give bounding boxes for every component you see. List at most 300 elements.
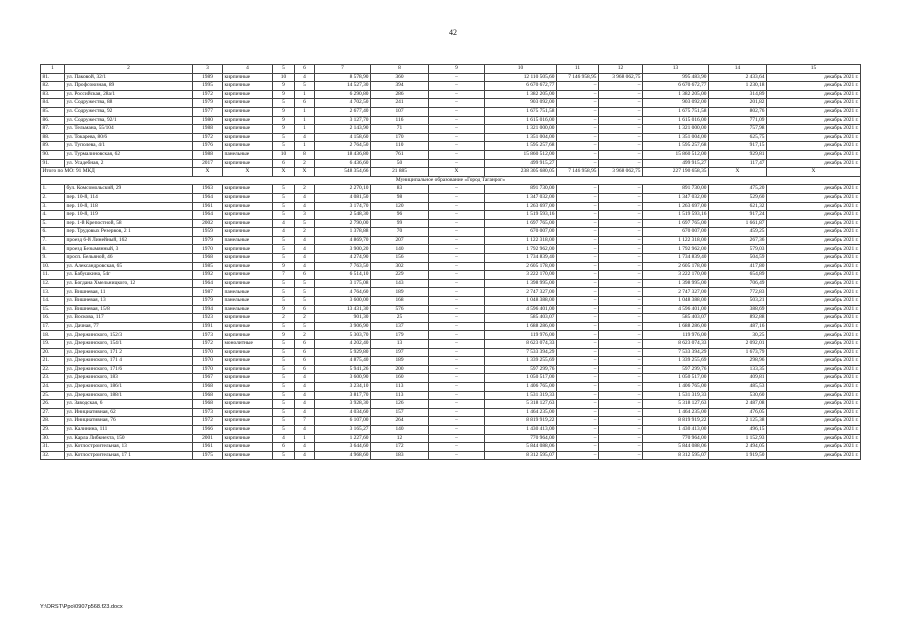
table-cell: –	[599, 202, 643, 211]
table-cell: 207	[371, 236, 429, 245]
table-cell: –	[557, 202, 599, 211]
table-cell: кирпичные	[223, 254, 273, 263]
table-cell: 4	[295, 193, 315, 202]
table-cell: 2	[295, 185, 315, 194]
table-cell: 1 227,60	[315, 434, 371, 443]
table-cell: –	[557, 211, 599, 220]
table-cell: 98	[371, 193, 429, 202]
table-cell: 2 747 327,00	[643, 288, 709, 297]
table-cell: –	[557, 297, 599, 306]
table-cell: кирпичные	[223, 391, 273, 400]
table-cell: ул. Заводская, 6	[65, 400, 193, 409]
table-cell: 7 146 958,95	[557, 73, 599, 82]
table-cell: 1994	[193, 305, 223, 314]
table-cell: 1 122 318,00	[643, 236, 709, 245]
table-cell: 5	[295, 297, 315, 306]
table-cell: 116	[371, 116, 429, 125]
table-cell: –	[599, 340, 643, 349]
table-cell: 3 222 170,00	[643, 271, 709, 280]
table-cell: 1 688 286,00	[485, 322, 557, 331]
table-cell: 4 968,60	[315, 451, 371, 460]
table-cell: 6 107,00	[315, 417, 371, 426]
table-cell: просп. Бельяной, 46	[65, 254, 193, 263]
total-label: Итого по МО: 91 МКД	[41, 168, 193, 177]
table-cell: декабрь 2021 г.	[767, 150, 861, 159]
table-cell: 394	[371, 82, 429, 91]
table-row	[41, 228, 861, 237]
table-cell: 1 430 413,00	[643, 425, 709, 434]
table-cell: –	[557, 451, 599, 460]
table-cell: 1 347 032,00	[643, 193, 709, 202]
table-cell: 12.	[41, 279, 65, 288]
table-row	[41, 271, 861, 280]
table-cell: 13.	[41, 288, 65, 297]
table-cell: 654,89	[709, 271, 767, 280]
table-cell: 126	[371, 400, 429, 409]
table-cell: 179	[371, 331, 429, 340]
table-cell: 298,96	[709, 357, 767, 366]
table-cell: –	[599, 159, 643, 168]
table-cell: 1 430 413,00	[485, 425, 557, 434]
table-cell: 770 964,00	[485, 434, 557, 443]
table-cell: кирпичные	[223, 408, 273, 417]
table-cell: 183	[371, 451, 429, 460]
table-cell: 3 127,70	[315, 116, 371, 125]
table-cell: 5 303,70	[315, 331, 371, 340]
table-cell: –	[429, 142, 485, 151]
table-cell: 4	[295, 236, 315, 245]
table-cell: ул. Содружества, 92/1	[65, 116, 193, 125]
table-cell: 1 050 517,00	[643, 374, 709, 383]
table-row	[41, 82, 861, 91]
table-cell: кирпичные	[223, 348, 273, 357]
table-cell: 499 915,27	[485, 159, 557, 168]
table-cell: кирпичные	[223, 142, 273, 151]
table-cell: –	[429, 331, 485, 340]
table-cell: 13	[371, 340, 429, 349]
table-cell: кирпичные	[223, 400, 273, 409]
table-cell: ул. Содружества, 88	[65, 99, 193, 108]
table-cell: 1980	[193, 116, 223, 125]
column-number: 11	[557, 65, 599, 74]
table-cell: кирпичные	[223, 271, 273, 280]
column-number-row	[41, 65, 861, 74]
table-cell: 2 548,30	[315, 211, 371, 220]
table-row	[41, 133, 861, 142]
table-cell: 5	[273, 391, 295, 400]
table-cell: –	[557, 348, 599, 357]
table-cell: –	[429, 374, 485, 383]
table-row	[41, 125, 861, 134]
table-cell: декабрь 2021 г.	[767, 305, 861, 314]
table-cell: 1 519 593,16	[485, 211, 557, 220]
table-cell: –	[599, 219, 643, 228]
table-cell: –	[557, 125, 599, 134]
table-cell: 4	[273, 228, 295, 237]
table-cell: декабрь 2021 г.	[767, 159, 861, 168]
table-cell: –	[599, 434, 643, 443]
table-cell: 770 964,00	[643, 434, 709, 443]
table-cell: ул. Воскова, 117	[65, 314, 193, 323]
table-cell: –	[599, 236, 643, 245]
table-cell: декабрь 2021 г.	[767, 228, 861, 237]
table-cell: 1 595 257,68	[643, 142, 709, 151]
table-cell: 1972	[193, 340, 223, 349]
table-cell: кирпичные	[223, 245, 273, 254]
table-cell: 891 730,00	[485, 185, 557, 194]
table-cell: ул. Карла Либкнехта, 150	[65, 434, 193, 443]
table-cell: 2017	[193, 159, 223, 168]
table-cell: 1992	[193, 271, 223, 280]
table-cell: 2 747 327,00	[485, 288, 557, 297]
table-cell: 31.	[41, 443, 65, 452]
table-cell: 2	[295, 228, 315, 237]
table-cell: 168	[371, 297, 429, 306]
table-cell: –	[557, 185, 599, 194]
table-cell: 9	[273, 107, 295, 116]
table-cell: 9	[273, 116, 295, 125]
table-cell: кирпичные	[223, 125, 273, 134]
table-cell: 1923	[193, 314, 223, 323]
table-cell: 1	[295, 142, 315, 151]
table-cell: 1 122 318,00	[485, 236, 557, 245]
table-cell: 84.	[41, 99, 65, 108]
table-cell: 1987	[193, 288, 223, 297]
column-number: 8	[371, 65, 429, 74]
table-cell: 15 860 512,00	[643, 150, 709, 159]
total-cell: X	[273, 168, 295, 177]
table-row	[41, 193, 861, 202]
table-cell: ул. Дзержинского, 183	[65, 374, 193, 383]
table-cell: 576	[371, 305, 429, 314]
table-cell: 917,24	[709, 211, 767, 220]
table-cell: 2 270,10	[315, 185, 371, 194]
table-cell: 4	[273, 434, 295, 443]
table-row	[41, 90, 861, 99]
table-cell: –	[557, 417, 599, 426]
table-cell: 585 403,07	[485, 314, 557, 323]
table-cell: ул. Александровская, 65	[65, 262, 193, 271]
table-row	[41, 211, 861, 220]
table-cell: 706,49	[709, 279, 767, 288]
table-cell: 1977	[193, 107, 223, 116]
table-cell: кирпичные	[223, 434, 273, 443]
table-cell: –	[599, 142, 643, 151]
table-cell: –	[599, 425, 643, 434]
table-cell: –	[599, 262, 643, 271]
table-cell: 89.	[41, 142, 65, 151]
table-cell: панельные	[223, 305, 273, 314]
table-cell: 1979	[193, 297, 223, 306]
table-cell: 1968	[193, 254, 223, 263]
table-cell: 1972	[193, 133, 223, 142]
table-cell: –	[599, 125, 643, 134]
table-cell: 20.	[41, 348, 65, 357]
table-cell: 3 906,90	[315, 322, 371, 331]
table-cell: 1964	[193, 211, 223, 220]
table-cell: 4	[295, 391, 315, 400]
table-cell: 10	[273, 150, 295, 159]
table-cell: 1 230,18	[709, 82, 767, 91]
table-cell: ул. Турмалиновская, 62	[65, 150, 193, 159]
table-cell: 5	[273, 408, 295, 417]
table-cell: 19.	[41, 340, 65, 349]
table-cell: 91.	[41, 159, 65, 168]
table-cell: 9	[273, 82, 295, 91]
total-cell: X	[223, 168, 273, 177]
table-cell: –	[429, 107, 485, 116]
table-cell: декабрь 2021 г.	[767, 271, 861, 280]
table-cell: декабрь 2021 г.	[767, 331, 861, 340]
table-cell: 2 494,05	[709, 443, 767, 452]
table-cell: 621,32	[709, 202, 767, 211]
total-cell: 227 190 658,35	[643, 168, 709, 177]
table-cell: –	[557, 228, 599, 237]
table-cell: 5	[273, 211, 295, 220]
table-cell: –	[429, 73, 485, 82]
table-row	[41, 434, 861, 443]
table-cell: –	[557, 245, 599, 254]
table-cell: 2	[273, 314, 295, 323]
table-cell: 133,35	[709, 365, 767, 374]
table-cell: ул. Бабушкина, 54г	[65, 271, 193, 280]
table-cell: –	[429, 365, 485, 374]
table-cell: 1 048 388,00	[485, 297, 557, 306]
table-cell: 7 533 394,29	[485, 348, 557, 357]
table-cell: 82.	[41, 82, 65, 91]
table-cell: кирпичные	[223, 202, 273, 211]
table-cell: –	[557, 142, 599, 151]
table-cell: 4	[295, 73, 315, 82]
table-cell: кирпичные	[223, 211, 273, 220]
table-cell: 2 143,90	[315, 125, 371, 134]
table-cell: ул. Инициативная, 76	[65, 417, 193, 426]
table-cell: –	[557, 365, 599, 374]
table-cell: 503,21	[709, 297, 767, 306]
table-cell: ул. Российская, 28а/1	[65, 90, 193, 99]
table-row	[41, 262, 861, 271]
table-cell: 1 615 016,00	[643, 116, 709, 125]
column-number: 14	[709, 65, 767, 74]
table-row	[41, 107, 861, 116]
table-cell: 1963	[193, 185, 223, 194]
table-cell: 9	[273, 262, 295, 271]
table-cell: пер. 10-й, 114	[65, 193, 193, 202]
table-cell: 2 790,00	[315, 219, 371, 228]
table-cell: 30.	[41, 434, 65, 443]
table-cell: 1989	[193, 73, 223, 82]
table-cell: 189	[371, 288, 429, 297]
table-cell: 1975	[193, 451, 223, 460]
table-cell: 5	[295, 322, 315, 331]
table-cell: 5	[295, 279, 315, 288]
table-cell: 1 675 751,58	[485, 107, 557, 116]
table-cell: монолитные	[223, 340, 273, 349]
table-row	[41, 116, 861, 125]
table-cell: –	[599, 271, 643, 280]
table-cell: 761	[371, 150, 429, 159]
table-cell: –	[599, 185, 643, 194]
table-cell: 314,89	[709, 90, 767, 99]
table-cell: –	[557, 305, 599, 314]
table-cell: 1 048 388,00	[643, 297, 709, 306]
table-cell: –	[599, 133, 643, 142]
table-cell: –	[599, 90, 643, 99]
table-cell: 1 615 016,00	[485, 116, 557, 125]
table-cell: пер. 10-й, 119	[65, 211, 193, 220]
table-cell: –	[429, 245, 485, 254]
table-cell: 3 600,00	[315, 297, 371, 306]
table-cell: –	[557, 254, 599, 263]
table-cell: 892,88	[709, 314, 767, 323]
table-cell: –	[557, 400, 599, 409]
table-cell: 1988	[193, 125, 223, 134]
table-cell: 6	[295, 99, 315, 108]
table-cell: –	[557, 262, 599, 271]
table-cell: 86.	[41, 116, 65, 125]
table-cell: кирпичные	[223, 331, 273, 340]
table-cell: декабрь 2021 г.	[767, 417, 861, 426]
table-cell: 1.	[41, 185, 65, 194]
table-cell: 487,16	[709, 322, 767, 331]
table-cell: 110	[371, 142, 429, 151]
table-cell: –	[557, 322, 599, 331]
table-cell: 5	[273, 400, 295, 409]
table-row	[41, 245, 861, 254]
table-cell: –	[429, 391, 485, 400]
table-cell: кирпичные	[223, 322, 273, 331]
table-cell: 264	[371, 417, 429, 426]
table-cell: ул. Дзержинского, 154/1	[65, 340, 193, 349]
table-cell: –	[557, 408, 599, 417]
table-cell: 1 519 593,16	[643, 211, 709, 220]
table-cell: ул. Дзержинского, 171 2	[65, 348, 193, 357]
table-cell: 1 378,88	[315, 228, 371, 237]
table-cell: –	[429, 434, 485, 443]
table-cell: 1995	[193, 82, 223, 91]
table-cell: 6 670 672,77	[643, 82, 709, 91]
table-cell: панельные	[223, 150, 273, 159]
table-cell: 7	[273, 271, 295, 280]
table-cell: –	[599, 322, 643, 331]
table-cell: 6 290,80	[315, 90, 371, 99]
column-number: 7	[315, 65, 371, 74]
table-cell: декабрь 2021 г.	[767, 357, 861, 366]
table-cell: –	[599, 443, 643, 452]
table-cell: 71	[371, 125, 429, 134]
table-cell: 757,98	[709, 125, 767, 134]
total-cell: X	[429, 168, 485, 177]
table-cell: 1968	[193, 382, 223, 391]
table-cell: 1976	[193, 142, 223, 151]
table-cell: 286	[371, 90, 429, 99]
table-cell: ул. Вишневая, 11	[65, 288, 193, 297]
table-row	[41, 451, 861, 460]
table-cell: 1970	[193, 365, 223, 374]
table-cell: 7 533 394,29	[643, 348, 709, 357]
table-cell: –	[599, 331, 643, 340]
table-cell: 24.	[41, 382, 65, 391]
table-cell: 160	[371, 374, 429, 383]
table-cell: кирпичные	[223, 228, 273, 237]
table-cell: ул. Дзержинского, 188/1	[65, 391, 193, 400]
table-cell: 6 514,10	[315, 271, 371, 280]
table-cell: декабрь 2021 г.	[767, 279, 861, 288]
table-row	[41, 254, 861, 263]
table-cell: –	[429, 348, 485, 357]
table-cell: 2 764,50	[315, 142, 371, 151]
table-cell: 1 675 751,58	[643, 107, 709, 116]
table-row	[41, 150, 861, 159]
table-cell: 5	[273, 425, 295, 434]
table-cell: –	[429, 279, 485, 288]
table-cell: –	[557, 357, 599, 366]
table-cell: 5	[273, 254, 295, 263]
table-cell: 5	[273, 340, 295, 349]
table-cell: –	[429, 382, 485, 391]
table-cell: 15 860 512,00	[485, 150, 557, 159]
table-cell: 1	[295, 434, 315, 443]
table-row	[41, 288, 861, 297]
table-cell: –	[557, 107, 599, 116]
table-cell: декабрь 2021 г.	[767, 434, 861, 443]
table-cell: 1 792 962,00	[485, 245, 557, 254]
table-row	[41, 425, 861, 434]
table-cell: –	[429, 451, 485, 460]
table-cell: 28.	[41, 417, 65, 426]
section-title: Муниципальное образование «Город Таганрог»	[41, 176, 861, 185]
table-cell: 1973	[193, 408, 223, 417]
table-cell: 6 436,60	[315, 159, 371, 168]
table-cell: ул. Инициативная, 62	[65, 408, 193, 417]
table-cell: 29.	[41, 425, 65, 434]
table-cell: 8.	[41, 245, 65, 254]
table-cell: 903 092,00	[485, 99, 557, 108]
table-cell: ул. Токарева, 80/6	[65, 133, 193, 142]
table-cell: 6	[295, 365, 315, 374]
table-cell: ул. Дзержинского, 152/3	[65, 331, 193, 340]
table-cell: 485,53	[709, 382, 767, 391]
table-cell: 120	[371, 202, 429, 211]
table-row	[41, 73, 861, 82]
table-cell: 2 433,64	[709, 73, 767, 82]
table-cell: ул. Тельмана, 55/104	[65, 125, 193, 134]
table-cell: 96	[371, 211, 429, 220]
table-cell: 4 274,90	[315, 254, 371, 263]
table-cell: кирпичные	[223, 82, 273, 91]
table-cell: кирпичные	[223, 374, 273, 383]
table-cell: 5	[273, 279, 295, 288]
table-cell: 3 928,30	[315, 400, 371, 409]
table-cell: 771,09	[709, 116, 767, 125]
table-cell: –	[599, 451, 643, 460]
table-cell: кирпичные	[223, 365, 273, 374]
table-cell: 1 263 697,00	[643, 202, 709, 211]
table-row	[41, 159, 861, 168]
table-cell: 1 351 004,00	[485, 133, 557, 142]
table-cell: 4 869,70	[315, 236, 371, 245]
table-cell: 4	[295, 374, 315, 383]
table-cell: 1 697 765,00	[643, 219, 709, 228]
table-cell: декабрь 2021 г.	[767, 236, 861, 245]
table-cell: –	[429, 90, 485, 99]
table-cell: 1 347 032,00	[485, 193, 557, 202]
table-cell: декабрь 2021 г.	[767, 202, 861, 211]
table-cell: –	[599, 297, 643, 306]
table-cell: 995 483,90	[643, 73, 709, 82]
table-cell: 21.	[41, 357, 65, 366]
table-cell: кирпичные	[223, 73, 273, 82]
